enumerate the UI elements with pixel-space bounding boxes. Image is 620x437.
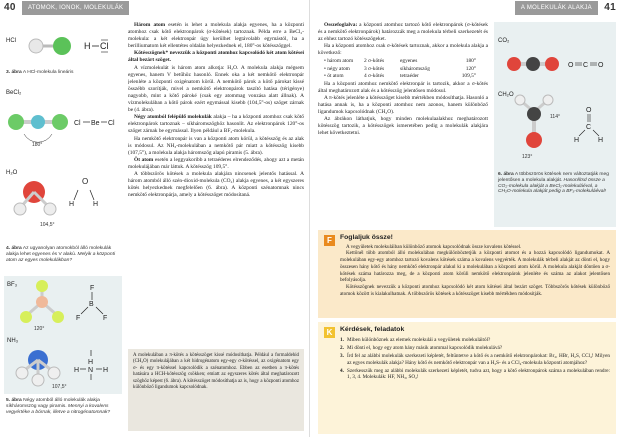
nh3-angle-label: 107,5° bbox=[52, 384, 67, 390]
svg-text:Be: Be bbox=[91, 120, 100, 127]
svg-text:H: H bbox=[574, 137, 580, 144]
questions-title: Kérdések, feladatok bbox=[340, 326, 405, 333]
question-number: 2. bbox=[340, 344, 344, 351]
left-body-text bbox=[128, 22, 304, 352]
svg-text:C: C bbox=[586, 124, 592, 131]
fig5-caption-number: 5. ábra bbox=[6, 398, 22, 403]
right-paragraph-1-lead: Összefoglalva: bbox=[324, 22, 358, 28]
shape-cell-shape: tetraéder bbox=[400, 72, 419, 79]
left-paragraph-1-body: esetén is lehet a molekula alakja egyenes, ha a központi atomhoz csak kötő elektronpárok (σ-kötések) tartoznak. Példa erre a BeCl₂-molekula: a két elektronpár úgy kerülhet legtávolabb egymástól, ha a berilliumatom két ellentétes oldalán helyezkednek el, 180°-os kötésszöggel. bbox=[128, 22, 304, 50]
fig6-caption-question: Hasonlítsd össze a CO₂-molekula alakját a BeCl₂-molekuláéval, a CH₂O-molekula alakját pedig a BF₃-molekuláéval! bbox=[498, 177, 606, 195]
left-paragraph-3: A vízmolekulát is három atom alkotja: H₂O. A molekula alakja mégsem egyenes, hanem V betűhöz hasonló. Ennek oka a két nemkötő elektronpár jelenléte a központi oxigénatom körül. A nemkötő párok a kötő párokat kissé összébb szorítják, mivel a nemkötő elektronpárok taszító hatása (térigénye) nagyobb, mint a kötő pároké (csak egy atommag vonzása alatt állnak). A vízmolekulában a kötő párok ezért egymással kisebb (104,5°-os) szöget zárnak be (4. ábra). bbox=[128, 64, 304, 114]
left-paragraph-4-lead: Négy atomból felépülő molekulák bbox=[134, 114, 212, 121]
co2-label: CO₂ bbox=[498, 38, 510, 44]
h2o-angle-label: 104,5° bbox=[40, 222, 55, 228]
left-figure-column bbox=[4, 22, 122, 434]
left-paragraph-6-lead: Öt atom bbox=[134, 156, 154, 163]
svg-text:F: F bbox=[103, 315, 108, 322]
svg-text:B: B bbox=[89, 301, 94, 308]
left-running-title: ATOMOK, IONOK, MOLEKULÁK bbox=[22, 1, 129, 15]
question-text: Írd fel az alábbi molekulák szerkezeti képletét, feltüntetve a kötő és a nemkötő elektronpárokat: Br₂, HBr, H₂S, CCl₄! Milyen az egyes molekulák alakja? Hány kötő és nemkötő elektronpár van a H₂S- és a CCl₄-molekula központi atomjához? bbox=[347, 352, 610, 366]
ch2o-label: CH₂O bbox=[498, 92, 514, 98]
becl2-angle-label: 180° bbox=[32, 142, 43, 148]
figure-bf3-nh3 bbox=[4, 276, 122, 394]
shape-cell-angle: 120° bbox=[465, 65, 476, 72]
question-text: Miben különböznek az elemek molekulái a vegyületek molekuláitól? bbox=[347, 336, 491, 343]
left-paragraph-6-body: esetén a leggyakoribb a tetraéderes elrendeződés, ahogy azt a metán molekulájában már láttuk. A kötésszög 109,5°. bbox=[128, 156, 304, 170]
bond-angle-definition: Kötésszögnek* nevezzük a központi atomhoz kapcsolódó két atom kötései által bezárt szöget. bbox=[128, 50, 304, 64]
question-text: Szerkesszük meg az alábbi molekulák szerkezeti képletét, tudva azt, hogy a kötő elektronpárok száma a molekulában rendre: 1, 3, 4. Molekulák: HF, NH₃, SO₂! bbox=[347, 367, 610, 381]
left-paragraph-2 bbox=[128, 50, 304, 64]
fig5-caption bbox=[6, 398, 122, 415]
shape-cell-angle: 109,5° bbox=[461, 72, 476, 79]
bf3-nh3-illustration bbox=[4, 276, 122, 394]
fig4-caption-text: Az ugyanolyan atomokból álló molekulák alakja lehet egyenes és V alakú. bbox=[6, 246, 112, 257]
question-item bbox=[340, 337, 610, 344]
svg-text:H: H bbox=[84, 41, 91, 51]
summary-box bbox=[318, 230, 616, 318]
questions-badge-icon: K bbox=[324, 327, 335, 338]
svg-text:Cl: Cl bbox=[74, 120, 81, 127]
question-item bbox=[340, 368, 610, 381]
right-header bbox=[310, 0, 620, 16]
shape-cell-angle: 180° bbox=[465, 58, 476, 65]
hcl-molecule-illustration bbox=[4, 28, 122, 68]
left-paragraph-1-lead: Három atom bbox=[134, 22, 166, 28]
hcl-label: HCl bbox=[6, 38, 16, 44]
shape-cell-atoms: • öt atom bbox=[324, 72, 344, 79]
question-text: Mi dönti el, hogy egy atom hány másik atommal kapcsolódik molekulává? bbox=[347, 344, 503, 351]
shape-cell-shape: egyenes bbox=[400, 58, 418, 65]
left-paragraph-1 bbox=[128, 22, 304, 50]
question-item bbox=[340, 353, 610, 366]
shape-cell-bonds: 3 σ-kötés bbox=[364, 65, 385, 72]
right-page bbox=[310, 0, 620, 437]
shape-cell-shape: síkháromszög bbox=[400, 65, 430, 72]
fig4-caption-number: 4. ábra bbox=[6, 246, 22, 251]
right-paragraph-5: Az ábrákon láthatjuk, hogy minden molekulaalakhoz meghatározott kötésszög tartozik, a kötésszögek ismeretében pedig a molekulák alakjára lehet következtetni. bbox=[318, 116, 488, 137]
left-paragraph-6 bbox=[128, 157, 304, 171]
svg-text:H: H bbox=[93, 201, 99, 208]
bf3-angle-label: 120° bbox=[34, 326, 45, 332]
svg-text:H: H bbox=[88, 359, 94, 366]
shape-cell-atoms: • négy atom bbox=[324, 65, 350, 72]
left-paragraph-4 bbox=[128, 114, 304, 135]
shape-cell-atoms: • három atom bbox=[324, 58, 354, 65]
becl2-h2o-illustration bbox=[4, 84, 122, 234]
fig4-caption-question: Melyik a központi atom az egyes molekulákban? bbox=[6, 251, 116, 263]
fig3-caption-number: 3. ábra bbox=[6, 70, 22, 75]
fig6-caption-number: 6. ábra bbox=[498, 172, 514, 177]
left-header bbox=[0, 0, 310, 16]
ch2o-angle-114: 114° bbox=[550, 114, 560, 120]
svg-text:F: F bbox=[76, 315, 81, 322]
summary-paragraph-1: A vegyületek molekuláiban különböző atomok kapcsolódnak össze kovalens kötéssel. bbox=[346, 243, 522, 250]
right-paragraph-4: A π-kötés jelenléte a kötésszöget kisebb mértékben módosíthatja. Hasonló a hatása annak is, ha a központi atomhoz nem azonos, hanem különböző ligandumok kapcsolódnak (CH₂O). bbox=[318, 94, 488, 116]
figure-co2-ch2o bbox=[494, 22, 616, 227]
right-body-text bbox=[318, 22, 488, 227]
question-number: 1. bbox=[340, 336, 344, 343]
left-page-number: 40 bbox=[4, 2, 16, 13]
ch2o-angle-123: 123° bbox=[522, 154, 533, 160]
shape-table-row bbox=[324, 73, 488, 80]
right-page-number: 41 bbox=[604, 2, 616, 13]
becl2-label: BeCl₂ bbox=[6, 90, 22, 96]
figure-becl2-h2o bbox=[4, 84, 122, 242]
left-paragraph-5: Ha nemkötő elektronpár is van a központi atom körül, a kötésszög és az alak is módosul. Az NH₃-molekulában a nemkötő pár miatt a kötésszög kisebb (107,5°), a molekula alakja háromszög alapú piramis (5. ábra). bbox=[128, 135, 304, 156]
svg-text:Cl: Cl bbox=[108, 120, 115, 127]
fig5-caption-text: Négy atomból álló molekulák alakja síkháromszög vagy piramis. bbox=[6, 398, 100, 409]
fig3-caption-text: A HCl-molekula lineáris bbox=[21, 70, 74, 75]
right-paragraph-1 bbox=[318, 22, 488, 43]
summary-title: Foglaljuk össze! bbox=[340, 234, 393, 241]
left-note-box bbox=[128, 349, 304, 431]
co2-ch2o-illustration bbox=[494, 22, 616, 167]
fig3-caption bbox=[6, 70, 73, 76]
h2o-label: H₂O bbox=[6, 170, 18, 176]
right-paragraph-3: Ha a központi atomhoz nemkötő elektronpár is tartozik, akkor a σ-kötés által meghatározott alak és a kötésszög jelentősen módosul. bbox=[318, 80, 488, 94]
summary-badge-icon: F bbox=[324, 235, 335, 246]
bf3-label: BF₃ bbox=[7, 282, 18, 288]
svg-text:O: O bbox=[586, 107, 592, 114]
svg-text:O: O bbox=[568, 62, 574, 69]
figure-hcl bbox=[4, 22, 122, 80]
right-running-title: A MOLEKULÁK ALAKJA bbox=[515, 1, 598, 15]
svg-text:H: H bbox=[74, 367, 80, 374]
question-item bbox=[340, 345, 610, 352]
svg-text:O: O bbox=[598, 62, 604, 69]
nh3-label: NH₃ bbox=[7, 338, 19, 344]
shape-table bbox=[324, 58, 488, 79]
left-note-text: A molekulában a π-kötés a kötésszöget kissé módosíthatja. Például a formaldehid (CH₂O) molekulájában a két hidrogénatom egy-egy σ-kötéssel, az oxigénatom egy σ- és egy π-kötéssel kapcsolódik a szénatomhoz. Ebben az esetben a π-kötés hatására a HCH-kötésszög csökken; emiatt az egyszeres kötés által meghatározott szöghöz képest (6. ábra). A kötésszöget módosíthatja az is, hogy a központi atomhoz különböző ligandumok kapcsolódnak. bbox=[133, 353, 299, 391]
question-number: 3. bbox=[340, 352, 344, 359]
questions-list bbox=[340, 337, 610, 381]
left-paragraph-4-body: alakja – ha a központi atomhoz csak kötő elektronpárok tartoznak – síkháromszöghöz hasonlít. Az elektronpárok 120°-os szöget zárnak be egymással. Ilyen például a BF₃-molekula. bbox=[128, 114, 304, 135]
question-number: 4. bbox=[340, 367, 344, 374]
fig6-caption bbox=[498, 172, 613, 195]
summary-paragraph-3: Kötésszögnek nevezzük a központi atomhoz kapcsolódó két atom kötései által bezárt szöget. Többszörös kötések különböző atomok között is kialakulhatnak. A többszörös kötések a kötésszöget kisebb mértékben módosítják. bbox=[340, 283, 610, 297]
summary-paragraph-2: Kettőnél több atomból álló molekulában megkülönböztetjük a központi atomot és a hozzá kapcsolódó ligandumokat. A molekulában egy-egy atomhoz tartozó kovalens kötések száma a kovalens vegyérték. A molekulák térbeli alakját az dönti el, hogy összesen hány kötő és hány nemkötő elektronpár alakul ki a molekulában a központi atom körül. A molekula alakját döntően a σ-kötések száma határozza meg, de a központi atom körüli nemkötő elektronpárok jelenléte és száma az alakot jelentősen befolyásolja. bbox=[340, 250, 610, 284]
svg-text:H: H bbox=[598, 137, 604, 144]
svg-text:C: C bbox=[583, 62, 589, 69]
fig5-caption-question: Mennyi a kovalens vegyértéke a bórnak, illetve a nitrogénatomnak? bbox=[6, 403, 111, 415]
svg-text:Cl: Cl bbox=[100, 41, 109, 51]
right-paragraph-1-body: a központi atomhoz tartozó kötő elektronpárok (σ-kötések és a nemkötő elektronpárok) határozzák meg a molekula térbeli szerkezetét és az ehhez tartozó kötésszögeket. bbox=[318, 22, 488, 43]
shape-cell-bonds: 4 σ-kötés bbox=[364, 72, 385, 79]
svg-text:H: H bbox=[103, 367, 109, 374]
right-paragraph-2: Ha a központi atomhoz csak σ-kötések tartoznak, akkor a molekula alakja a következő: bbox=[318, 43, 488, 57]
shape-table-row bbox=[324, 58, 488, 65]
svg-text:N: N bbox=[88, 367, 94, 374]
svg-text:O: O bbox=[82, 177, 89, 186]
questions-box bbox=[318, 322, 616, 434]
fig4-caption bbox=[6, 246, 122, 263]
svg-text:F: F bbox=[90, 285, 95, 292]
left-paragraph-7: A többszörös kötések a molekula alakjára nincsenek jelentős hatással. A három atomból álló szén-dioxid-molekula (CO₂) alakja egyenes, a két egyszeres kötés helyezkednek megfelelően (6. ábra). A központi szénatomnak nincs nemkötő elektronpárja, amely a kötésszöget módosítaná. bbox=[128, 170, 304, 199]
shape-table-row bbox=[324, 66, 488, 73]
fig6-caption-text: A többszörös kötések nem változtatják meg jelentősen a molekula alakját. bbox=[498, 172, 609, 183]
svg-text:H: H bbox=[69, 201, 75, 208]
shape-cell-bonds: 2 σ-kötés bbox=[364, 58, 385, 65]
